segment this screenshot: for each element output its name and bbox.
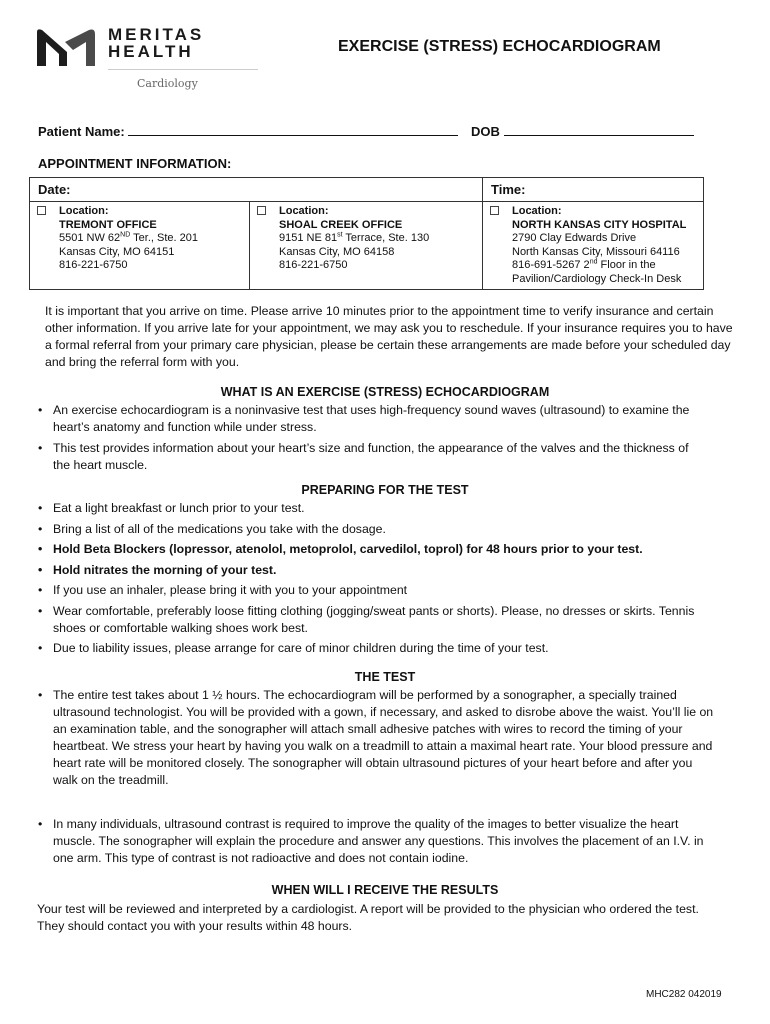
section-heading-prep: PREPARING FOR THE TEST [301, 483, 469, 497]
appointment-heading: APPOINTMENT INFORMATION: [38, 156, 232, 171]
checkbox[interactable] [257, 206, 266, 215]
checkbox[interactable] [37, 206, 46, 215]
date-cell[interactable]: Date: [30, 178, 483, 202]
list-item: • If you use an inhaler, please bring it with you to your appointment [37, 582, 707, 599]
intro-paragraph: It is important that you arrive on time. Please arrive 10 minutes prior to the appointment time to verify insurance and certain other information. If you arrive late for your appointment, we may ask you to reschedule. If your insurance requires you to have a formal referral from your primary care physician, please be certain these arrangements are made before your scheduled day and bring the referral form with you. [45, 304, 733, 369]
meritas-m-logo-icon [37, 28, 99, 68]
list-item: • Hold nitrates the morning of your test. [37, 562, 707, 579]
list-item: • Wear comfortable, preferably loose fitting clothing (jogging/sweat pants or shorts). Please, no dresses or skirts. Tennis shoes or comfortable walking shoes work best. [37, 603, 707, 637]
list-item: • An exercise echocardiogram is a noninvasive test that uses high-frequency sound waves (ultrasound) to examine the heart’s anatomy and function while under stress. [37, 402, 707, 436]
page-title: EXERCISE (STRESS) ECHOCARDIOGRAM [338, 38, 661, 55]
list-item: • Hold Beta Blockers (lopressor, atenolol, metoprolol, carvedilol, toprol) for 48 hours prior to your test. [37, 541, 707, 558]
location-option-tremont[interactable]: Location: TREMONT OFFICE 5501 NW 62ND Ter., Ste. 201 Kansas City, MO 64151 816-221-6750 [30, 202, 250, 290]
location-option-nkc-hospital[interactable]: Location: NORTH KANSAS CITY HOSPITAL 2790 Clay Edwards Drive North Kansas City, Missouri 64116 816-691-5267 2nd Floor in the Pavilion/Cardiology Check-In Desk [483, 202, 704, 290]
dob-field[interactable] [504, 124, 694, 136]
what-list [37, 402, 707, 477]
patient-name-label: Patient Name: [38, 124, 458, 139]
appointment-table [29, 177, 704, 290]
list-item: • In many individuals, ultrasound contrast is required to improve the quality of the images to better visualize the heart muscle. The sonographer will explain the procedure and answer any questions. This involves the placement of an I.V. in one arm. This type of contrast is not radioactive and does not contain iodine. [37, 816, 717, 867]
list-item: • This test provides information about your heart’s size and function, the appearance of the valves and the thickness of the heart muscle. [37, 440, 707, 474]
form-code: MHC282 042019 [646, 989, 722, 1000]
section-heading-what: WHAT IS AN EXERCISE (STRESS) ECHOCARDIOGRAM [220, 385, 550, 399]
test-list [37, 687, 717, 793]
list-item: • Bring a list of all of the medications you take with the dosage. [37, 521, 707, 538]
logo-subtitle: Cardiology [137, 77, 198, 90]
checkbox[interactable] [490, 206, 499, 215]
results-paragraph: Your test will be reviewed and interpreted by a cardiologist. A report will be provided to the physician who ordered the test. They should contact you with your results within 48 hours. [37, 902, 699, 933]
patient-name-field[interactable] [128, 124, 458, 136]
list-item: • Eat a light breakfast or lunch prior to your test. [37, 500, 707, 517]
list-item: • Due to liability issues, please arrange for care of minor children during the time of your test. [37, 640, 707, 657]
list-item: • The entire test takes about 1 ½ hours. The echocardiogram will be performed by a sonographer, a specially trained ultrasound technologist. You will be provided with a gown, if necessary, and asked to disrobe above the waist. You’ll lie on an examination table, and the sonographer will attach small adhesive patches with wires to record the timing of your heartbeat. We stress your heart by having you walk on a treadmill to attain a maximal heart rate. Your blood pressure and heart rate will be monitored closely. The sonographer will obtain ultrasound pictures of your heart before and after you walk on the treadmill. [37, 687, 717, 789]
logo-text: MERITAS HEALTH [108, 25, 205, 61]
meritas-health-logo [37, 26, 227, 96]
prep-list [37, 500, 707, 661]
time-cell[interactable]: Time: [483, 178, 704, 202]
section-heading-results: WHEN WILL I RECEIVE THE RESULTS [271, 883, 499, 897]
section-heading-test: THE TEST [354, 670, 416, 684]
dob-label: DOB [471, 124, 694, 139]
location-option-shoal-creek[interactable]: Location: SHOAL CREEK OFFICE 9151 NE 81st Terrace, Ste. 130 Kansas City, MO 64158 816-221-6750 [250, 202, 483, 290]
contrast-list [37, 816, 717, 871]
